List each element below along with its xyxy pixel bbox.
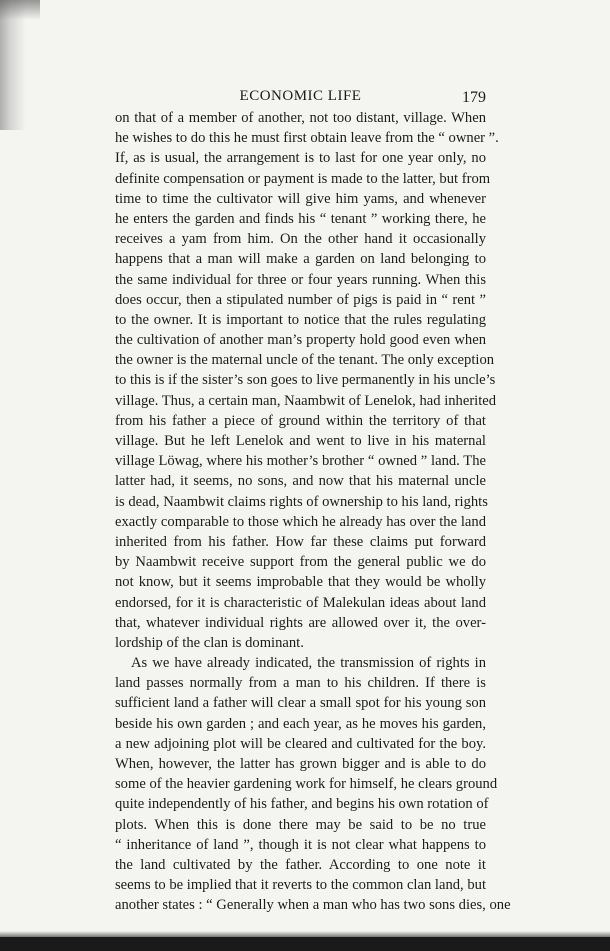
text-line: that, whatever individual rights are allowed over it, the over- bbox=[115, 614, 486, 631]
scan-corner-shadow bbox=[0, 0, 40, 20]
running-head bbox=[115, 88, 486, 108]
text-line: another states : “ Generally when a man who has two sons dies, one bbox=[115, 897, 511, 914]
text-line: the cultivation of another man’s property hold good even when bbox=[115, 332, 486, 349]
text-line: village. But he left Lenelok and went to live in his maternal bbox=[115, 433, 486, 449]
text-line: does occur, then a stipulated number of pigs is paid in “ rent ” bbox=[115, 291, 486, 308]
text-line: As we have already indicated, the transmission of rights in bbox=[131, 655, 486, 672]
text-line: exactly comparable to those which he already has over the land bbox=[115, 513, 486, 530]
text-line: village Löwag, where his mother’s brother “ owned ” land. The bbox=[115, 453, 486, 470]
text-line: sufficient land a father will clear a small spot for his young son bbox=[115, 695, 486, 712]
text-line: on that of a member of another, not too distant, village. When bbox=[115, 110, 486, 126]
text-line: some of the heavier gardening work for himself, he clears ground bbox=[115, 776, 498, 793]
text-line: by Naambwit receive support from the general public we do bbox=[115, 554, 486, 571]
text-line: a new adjoining plot will be cleared and cultivated for the boy. bbox=[115, 735, 486, 752]
text-line: When, however, the latter has grown bigger and is able to do bbox=[115, 756, 486, 772]
text-line: the land cultivated by the father. According to one note it bbox=[115, 856, 486, 873]
text-line: from his father a piece of ground within the territory of that bbox=[115, 412, 486, 429]
text-line: is dead, Naambwit claims rights of ownership to his land, rights bbox=[115, 493, 488, 510]
text-line: inherited from his father. How far these claims put forward bbox=[115, 533, 486, 550]
text-line: If, as is usual, the arrangement is to last for one year only, no bbox=[115, 150, 486, 167]
page-number: 179 bbox=[462, 89, 486, 106]
text-line: to this is if the sister’s son goes to live permanently in his uncle’s bbox=[115, 372, 496, 389]
text-line: beside his own garden ; and each year, as he moves his garden, bbox=[115, 715, 486, 732]
text-line: definite compensation or payment is made to the latter, but from bbox=[115, 170, 491, 187]
text-line: lordship of the clan is dominant. bbox=[115, 634, 304, 651]
text-line: plots. When this is done there may be said to be no true bbox=[115, 816, 486, 833]
text-line: he enters the garden and finds his “ tenant ” working there, he bbox=[115, 210, 486, 227]
text-line: to the owner. It is important to notice that the rules regulating bbox=[115, 311, 486, 328]
text-line: the same individual for three or four years running. When this bbox=[115, 271, 486, 288]
text-line: receives a yam from him. On the other hand it occasionally bbox=[115, 231, 486, 248]
text-line: land passes normally from a man to his children. If there is bbox=[115, 675, 486, 692]
text-line: endorsed, for it is characteristic of Malekulan ideas about land bbox=[115, 594, 486, 611]
text-line: village. Thus, a certain man, Naambwit of Lenelok, had inherited bbox=[115, 392, 497, 409]
text-line: not know, but it seems improbable that they would be wholly bbox=[115, 574, 486, 591]
text-line: the owner is the maternal uncle of the tenant. The only exception bbox=[115, 352, 495, 369]
text-line: happens that a man will make a garden on land belonging to bbox=[115, 251, 486, 268]
scan-bottom-border bbox=[0, 937, 610, 951]
text-line: “ inheritance of land ”, though it is not clear what happens to bbox=[115, 836, 486, 853]
body-text bbox=[115, 108, 511, 916]
text-line: time to time the cultivator will give him yams, and whenever bbox=[115, 190, 486, 207]
text-line: latter had, it seems, no sons, and now that his maternal uncle bbox=[115, 473, 486, 490]
chapter-title: ECONOMIC LIFE bbox=[239, 88, 362, 104]
text-line: quite independently of his father, and begins his own rotation of bbox=[115, 796, 489, 813]
text-line: seems to be implied that it reverts to the common clan land, but bbox=[115, 877, 486, 894]
text-line: he wishes to do this he must first obtain leave from the “ owner ”. bbox=[115, 130, 499, 147]
